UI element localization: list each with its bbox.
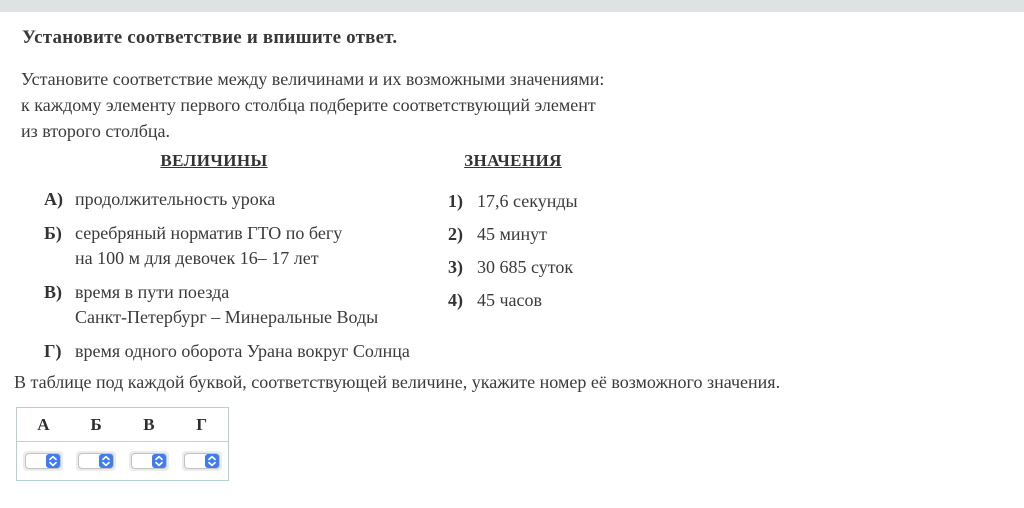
item-text-line: продолжительность урока bbox=[75, 189, 276, 209]
value-text: 45 минут bbox=[477, 224, 548, 244]
quantity-item-g bbox=[44, 339, 444, 364]
item-text-line: на 100 м для девочек 16– 17 лет bbox=[75, 248, 319, 268]
item-text bbox=[75, 280, 378, 330]
value-text: 17,6 секунды bbox=[477, 191, 578, 211]
item-letter: В) bbox=[44, 282, 62, 302]
item-letter: Б) bbox=[44, 223, 62, 243]
instruction-line: Установите соответствие между величинами и их возможными значениями: bbox=[21, 69, 605, 89]
page-title: Установите соответствие и впишите ответ. bbox=[22, 27, 398, 48]
value-number: 4) bbox=[448, 290, 463, 310]
quantity-item-v bbox=[44, 280, 444, 330]
answer-table-input-row bbox=[17, 442, 228, 480]
select-stepper-button bbox=[152, 454, 166, 468]
quantity-item-a bbox=[44, 187, 444, 212]
item-text-line: серебряный норматив ГТО по бегу bbox=[75, 223, 343, 243]
answer-header-a: А bbox=[37, 414, 50, 434]
value-item-4 bbox=[448, 288, 668, 313]
answer-note: В таблице под каждой буквой, соответствующей величине, укажите номер её возможного значения. bbox=[14, 372, 781, 392]
item-text bbox=[75, 339, 410, 364]
answer-header-g: Г bbox=[196, 414, 208, 434]
item-text bbox=[75, 221, 342, 271]
value-number: 2) bbox=[448, 224, 463, 244]
up-down-chevrons-icon bbox=[154, 455, 164, 467]
item-text bbox=[75, 187, 275, 212]
value-item-2 bbox=[448, 222, 668, 247]
values-list bbox=[448, 189, 668, 321]
answer-select-a[interactable] bbox=[23, 451, 63, 471]
values-header: ЗНАЧЕНИЯ bbox=[464, 151, 562, 170]
item-letter: Г) bbox=[44, 341, 62, 361]
value-item-1 bbox=[448, 189, 668, 214]
select-stepper-button bbox=[99, 454, 113, 468]
instruction-line: к каждому элементу первого столбца подберите соответствующий элемент bbox=[21, 95, 596, 115]
answer-select-b[interactable] bbox=[76, 451, 116, 471]
answer-cell-v bbox=[123, 442, 176, 480]
value-number: 3) bbox=[448, 257, 463, 277]
item-text-line: время одного оборота Урана вокруг Солнца bbox=[75, 341, 410, 361]
quantities-header: ВЕЛИЧИНЫ bbox=[160, 151, 268, 170]
top-strip bbox=[0, 0, 1024, 12]
item-letter: А) bbox=[44, 189, 63, 209]
answer-cell-b bbox=[70, 442, 123, 480]
task-instruction bbox=[21, 66, 604, 144]
answer-cell-g bbox=[175, 442, 228, 480]
select-stepper-button bbox=[46, 454, 60, 468]
quantity-item-b bbox=[44, 221, 444, 271]
answer-select-v[interactable] bbox=[129, 451, 169, 471]
item-text-line: Санкт-Петербург – Минеральные Воды bbox=[75, 307, 379, 327]
instruction-line: из второго столбца. bbox=[21, 121, 171, 141]
value-text: 30 685 суток bbox=[477, 257, 574, 277]
answer-header-b: Б bbox=[90, 414, 102, 434]
value-number: 1) bbox=[448, 191, 463, 211]
answer-select-g[interactable] bbox=[182, 451, 222, 471]
select-stepper-button bbox=[205, 454, 219, 468]
up-down-chevrons-icon bbox=[101, 455, 111, 467]
answer-table bbox=[16, 407, 229, 481]
item-text-line: время в пути поезда bbox=[75, 282, 230, 302]
quantities-list bbox=[44, 187, 444, 373]
value-text: 45 часов bbox=[477, 290, 543, 310]
answer-header-v: В bbox=[143, 414, 155, 434]
up-down-chevrons-icon bbox=[48, 455, 58, 467]
answer-table-header-row bbox=[17, 408, 228, 442]
up-down-chevrons-icon bbox=[207, 455, 217, 467]
answer-cell-a bbox=[17, 442, 70, 480]
value-item-3 bbox=[448, 255, 668, 280]
